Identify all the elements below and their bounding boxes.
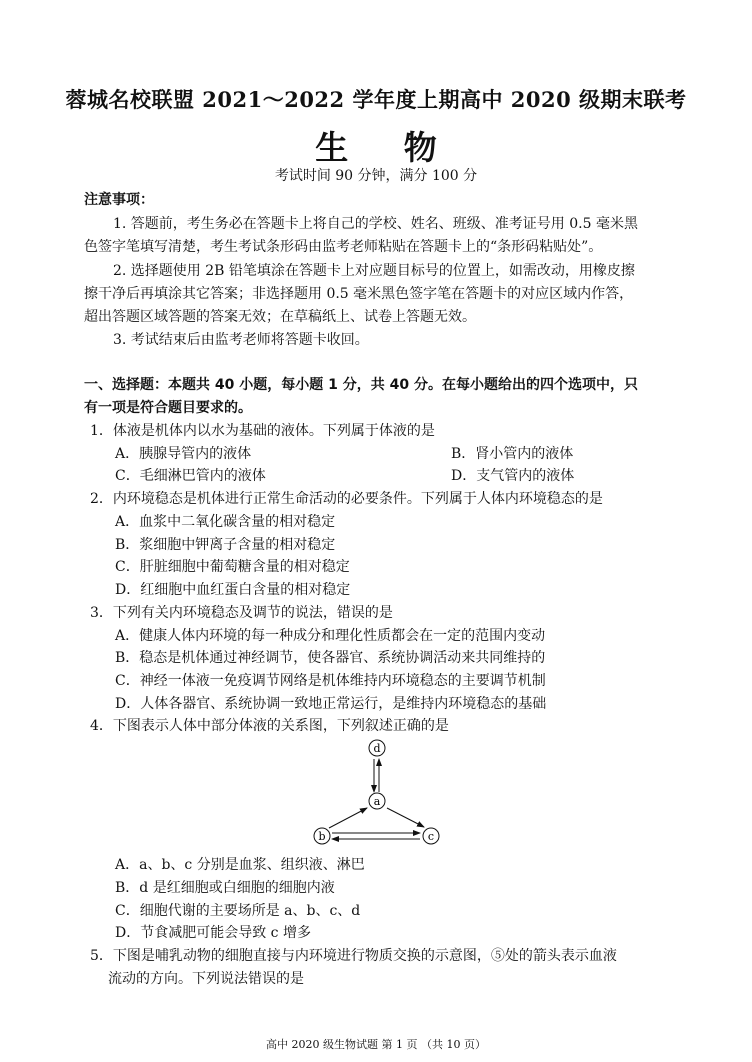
question-2-option-c: C．肝脏细胞中葡萄糖含量的相对稳定 (115, 559, 350, 575)
notice-line: 1. 答题前，考生务必在答题卡上将自己的学校、姓名、班级、准考证号用 0.5 毫米黑 (113, 216, 638, 232)
question-3-stem: 3．下列有关内环境稳态及调节的说法，错误的是 (90, 605, 393, 621)
question-3-option-a: A．健康人体内环境的每一种成分和理化性质都会在一定的范围内变动 (115, 628, 546, 644)
question-2-stem: 2．内环境稳态是机体进行正常生命活动的必要条件。下列属于人体内环境稳态的是 (90, 491, 603, 507)
notice-line: 3. 考试结束后由监考老师将答题卡收回。 (113, 332, 369, 348)
question-5-stem: 5．下图是哺乳动物的细胞直接与内环境进行物质交换的示意图，⑤处的箭头表示血液 (90, 948, 617, 964)
notice-line: 2. 选择题使用 2B 铅笔填涂在答题卡上对应题目标号的位置上，如需改动，用橡皮擦 (113, 263, 635, 279)
question-4-option-d: D．节食减肥可能会导致 c 增多 (115, 925, 311, 941)
page-footer: 高中 2020 级生物试题 第 1 页 （共 10 页） (266, 1038, 486, 1051)
question-2-option-a: A．血浆中二氧化碳含量的相对稳定 (115, 514, 336, 530)
body-fluid-diagram (305, 735, 455, 850)
svg-text:a: a (373, 795, 381, 808)
question-1-option-d: D．支气管内的液体 (451, 468, 575, 484)
question-3-option-c: C．神经一体液一免疫调节网络是机体维持内环境稳态的主要调节机制 (115, 673, 546, 689)
notice-line: 色签字笔填写清楚，考生考试条形码由监考老师粘贴在答题卡上的“条形码粘贴处”。 (84, 239, 603, 255)
arrow-b-to-a (329, 808, 367, 828)
arrow-a-to-c (387, 808, 424, 827)
question-2-option-d: D．红细胞中血红蛋白含量的相对稳定 (115, 582, 351, 598)
question-1-option-c: C．毛细淋巴管内的液体 (115, 468, 266, 484)
question-3-option-b: B．稳态是机体通过神经调节，使各器官、系统协调活动来共同维持的 (115, 650, 546, 666)
question-4-option-a: A．a、b、c 分别是血浆、组织液、淋巴 (115, 857, 365, 873)
node-d (369, 740, 385, 756)
svg-text:d: d (373, 742, 381, 755)
svg-text:b: b (318, 830, 326, 843)
question-2-option-b: B．浆细胞中钾离子含量的相对稳定 (115, 537, 336, 553)
question-4-stem: 4．下图表示人体中部分体液的关系图，下列叙述正确的是 (90, 718, 449, 734)
notice-line: 超出答题区域答题的答案无效；在草稿纸上、试卷上答题无效。 (84, 309, 476, 325)
node-a (369, 793, 385, 809)
question-5-stem-cont: 流动的方向。下列说法错误的是 (108, 971, 304, 987)
question-1-option-b: B．肾小管内的液体 (451, 446, 574, 462)
notice-line: 擦干净后再填涂其它答案；非选择题用 0.5 毫米黑色签字笔在答题卡的对应区域内作答， (84, 286, 634, 302)
question-4-option-c: C．细胞代谢的主要场所是 a、b、c、d (115, 903, 361, 919)
node-c (423, 828, 439, 844)
node-b (314, 828, 330, 844)
section-heading: 一、选择题：本题共 40 小题，每小题 1 分，共 40 分。在每小题给出的四个选项中，只 (84, 377, 638, 393)
time-info: 考试时间 90 分钟，满分 100 分 (274, 168, 478, 184)
question-3-option-d: D．人体各器官、系统协调一致地正常运行，是维持内环境稳态的基础 (115, 696, 547, 712)
section-heading-cont: 有一项是符合题目要求的。 (84, 400, 252, 416)
svg-text:c: c (427, 830, 435, 843)
question-1-stem: 1．体液是机体内以水为基础的液体。下列属于体液的是 (90, 423, 435, 439)
notice-heading: 注意事项： (84, 192, 154, 208)
subject-title: 生 物 (315, 128, 459, 167)
exam-title: 蓉城名校联盟 2021～2022 学年度上期高中 2020 级期末联考 (65, 87, 687, 112)
question-1-option-a: A．胰腺导管内的液体 (115, 446, 252, 462)
question-4-option-b: B．d 是红细胞或白细胞的细胞内液 (115, 880, 335, 896)
